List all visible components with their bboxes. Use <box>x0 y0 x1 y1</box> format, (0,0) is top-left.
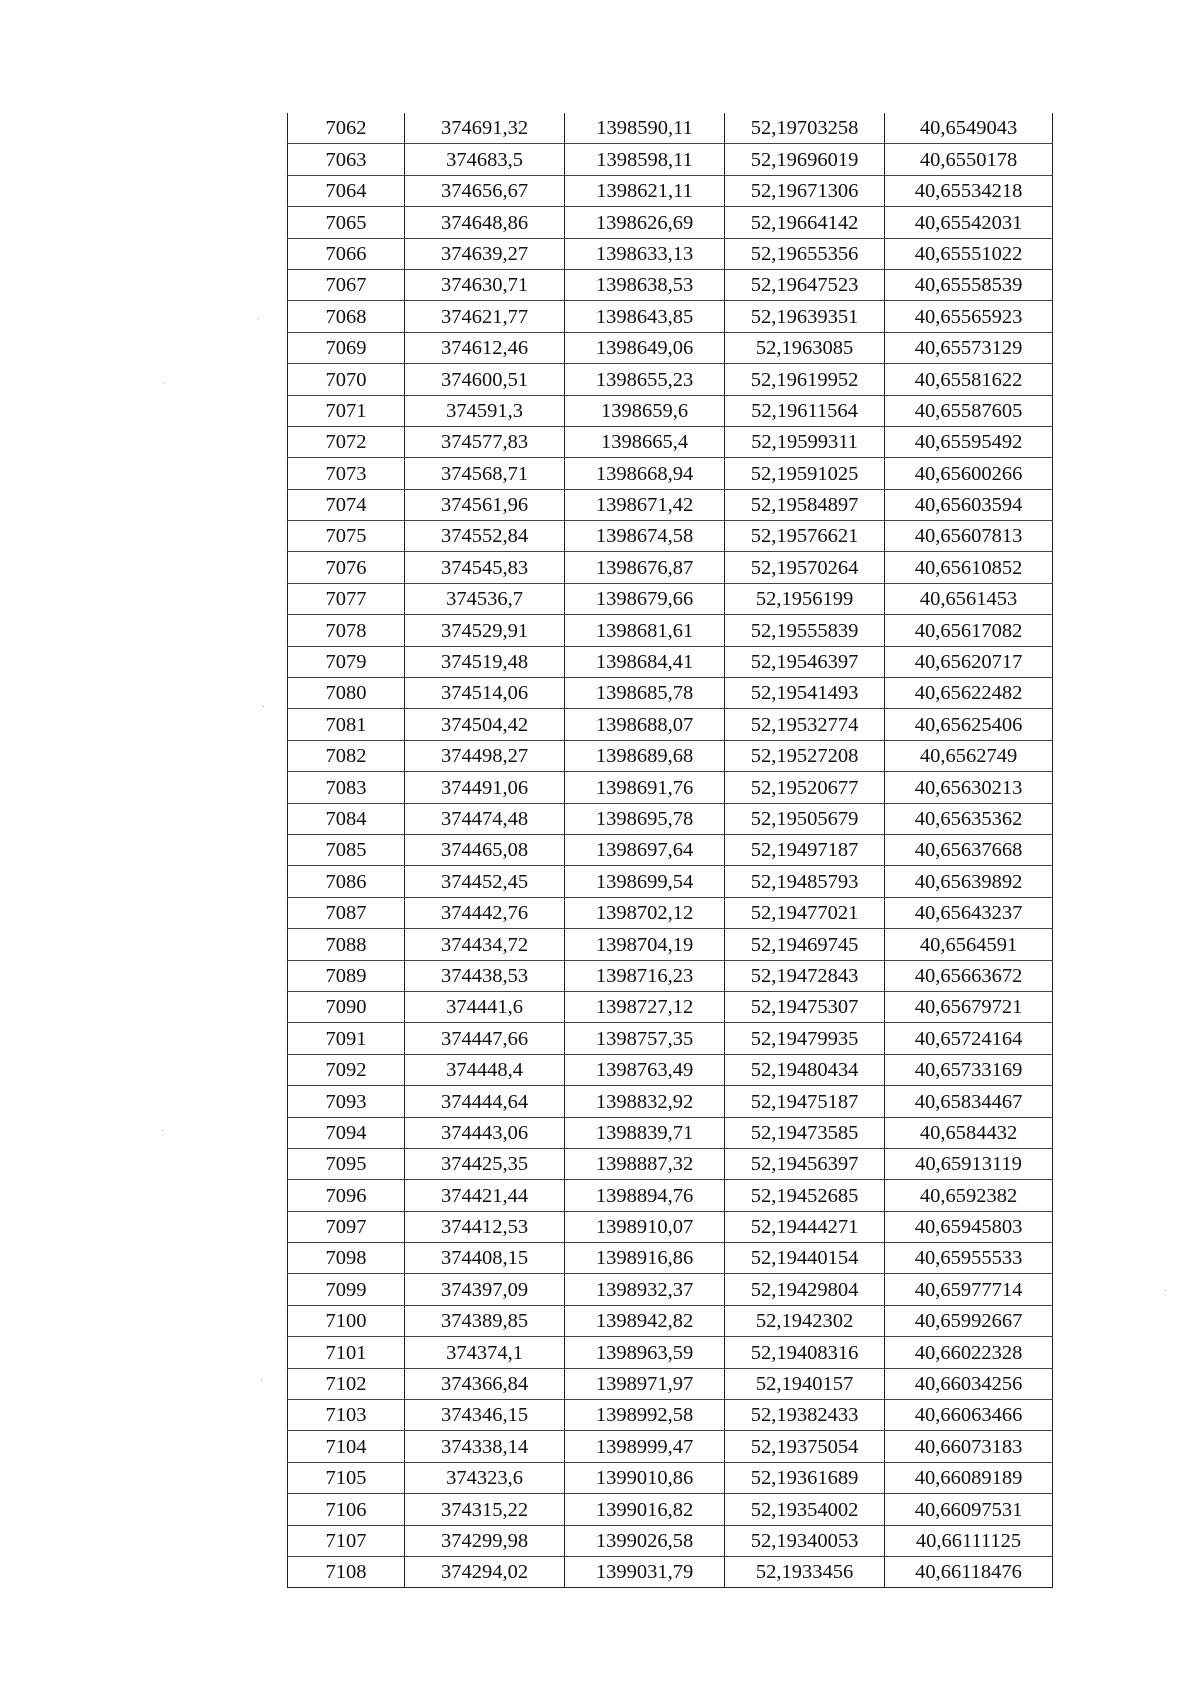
y-coordinate-cell: 1398716,23 <box>565 960 725 991</box>
latitude-cell: 52,19485793 <box>725 866 885 897</box>
y-coordinate-cell: 1398763,49 <box>565 1054 725 1085</box>
y-coordinate-cell: 1398699,54 <box>565 866 725 897</box>
table-row <box>288 521 1053 552</box>
point-number-cell: 7098 <box>288 1243 405 1274</box>
latitude-cell: 52,19541493 <box>725 678 885 709</box>
y-coordinate-cell: 1398894,76 <box>565 1180 725 1211</box>
point-number-cell: 7103 <box>288 1400 405 1431</box>
longitude-cell: 40,65558539 <box>885 269 1053 300</box>
longitude-cell: 40,65607813 <box>885 521 1053 552</box>
point-number-cell: 7102 <box>288 1368 405 1399</box>
y-coordinate-cell: 1398621,11 <box>565 175 725 206</box>
y-coordinate-cell: 1398932,37 <box>565 1274 725 1305</box>
longitude-cell: 40,65625406 <box>885 709 1053 740</box>
longitude-cell: 40,65603594 <box>885 489 1053 520</box>
latitude-cell: 52,19340053 <box>725 1525 885 1556</box>
latitude-cell: 52,1963085 <box>725 332 885 363</box>
y-coordinate-cell: 1399010,86 <box>565 1462 725 1493</box>
latitude-cell: 52,19584897 <box>725 489 885 520</box>
longitude-cell: 40,6549043 <box>885 113 1053 144</box>
point-number-cell: 7096 <box>288 1180 405 1211</box>
y-coordinate-cell: 1398999,47 <box>565 1431 725 1462</box>
longitude-cell: 40,65663672 <box>885 960 1053 991</box>
x-coordinate-cell: 374504,42 <box>405 709 565 740</box>
longitude-cell: 40,65977714 <box>885 1274 1053 1305</box>
longitude-cell: 40,66063466 <box>885 1400 1053 1431</box>
scan-speck <box>258 318 259 319</box>
x-coordinate-cell: 374648,86 <box>405 207 565 238</box>
longitude-cell: 40,65595492 <box>885 426 1053 457</box>
table-row <box>288 552 1053 583</box>
point-number-cell: 7074 <box>288 489 405 520</box>
latitude-cell: 52,19479935 <box>725 1023 885 1054</box>
longitude-cell: 40,6562749 <box>885 740 1053 771</box>
table-row <box>288 834 1053 865</box>
table-row <box>288 364 1053 395</box>
latitude-cell: 52,19473585 <box>725 1117 885 1148</box>
x-coordinate-cell: 374447,66 <box>405 1023 565 1054</box>
y-coordinate-cell: 1398676,87 <box>565 552 725 583</box>
x-coordinate-cell: 374299,98 <box>405 1525 565 1556</box>
longitude-cell: 40,65724164 <box>885 1023 1053 1054</box>
point-number-cell: 7106 <box>288 1494 405 1525</box>
point-number-cell: 7104 <box>288 1431 405 1462</box>
x-coordinate-cell: 374591,3 <box>405 395 565 426</box>
longitude-cell: 40,65945803 <box>885 1211 1053 1242</box>
latitude-cell: 52,1942302 <box>725 1305 885 1336</box>
latitude-cell: 52,19532774 <box>725 709 885 740</box>
table-row <box>288 269 1053 300</box>
latitude-cell: 52,19655356 <box>725 238 885 269</box>
longitude-cell: 40,65617082 <box>885 615 1053 646</box>
x-coordinate-cell: 374474,48 <box>405 803 565 834</box>
longitude-cell: 40,65581622 <box>885 364 1053 395</box>
longitude-cell: 40,65542031 <box>885 207 1053 238</box>
point-number-cell: 7089 <box>288 960 405 991</box>
latitude-cell: 52,19475187 <box>725 1086 885 1117</box>
y-coordinate-cell: 1398590,11 <box>565 113 725 144</box>
coordinate-table-body <box>288 113 1053 1588</box>
table-row <box>288 1462 1053 1493</box>
x-coordinate-cell: 374691,32 <box>405 113 565 144</box>
point-number-cell: 7077 <box>288 583 405 614</box>
x-coordinate-cell: 374630,71 <box>405 269 565 300</box>
longitude-cell: 40,65600266 <box>885 458 1053 489</box>
latitude-cell: 52,19497187 <box>725 834 885 865</box>
longitude-cell: 40,65637668 <box>885 834 1053 865</box>
latitude-cell: 52,19696019 <box>725 144 885 175</box>
table-row <box>288 1400 1053 1431</box>
x-coordinate-cell: 374561,96 <box>405 489 565 520</box>
latitude-cell: 52,19703258 <box>725 113 885 144</box>
y-coordinate-cell: 1398689,68 <box>565 740 725 771</box>
table-row <box>288 615 1053 646</box>
table-row <box>288 1556 1053 1587</box>
latitude-cell: 52,1956199 <box>725 583 885 614</box>
longitude-cell: 40,65992667 <box>885 1305 1053 1336</box>
latitude-cell: 52,19361689 <box>725 1462 885 1493</box>
point-number-cell: 7092 <box>288 1054 405 1085</box>
latitude-cell: 52,19375054 <box>725 1431 885 1462</box>
y-coordinate-cell: 1398626,69 <box>565 207 725 238</box>
longitude-cell: 40,65643237 <box>885 897 1053 928</box>
table-row <box>288 1211 1053 1242</box>
longitude-cell: 40,65534218 <box>885 175 1053 206</box>
y-coordinate-cell: 1398668,94 <box>565 458 725 489</box>
y-coordinate-cell: 1398971,97 <box>565 1368 725 1399</box>
latitude-cell: 52,19429804 <box>725 1274 885 1305</box>
latitude-cell: 52,19452685 <box>725 1180 885 1211</box>
x-coordinate-cell: 374421,44 <box>405 1180 565 1211</box>
longitude-cell: 40,6592382 <box>885 1180 1053 1211</box>
y-coordinate-cell: 1398839,71 <box>565 1117 725 1148</box>
point-number-cell: 7095 <box>288 1148 405 1179</box>
y-coordinate-cell: 1398702,12 <box>565 897 725 928</box>
longitude-cell: 40,65551022 <box>885 238 1053 269</box>
point-number-cell: 7062 <box>288 113 405 144</box>
point-number-cell: 7069 <box>288 332 405 363</box>
latitude-cell: 52,19555839 <box>725 615 885 646</box>
y-coordinate-cell: 1398659,6 <box>565 395 725 426</box>
point-number-cell: 7105 <box>288 1462 405 1493</box>
table-row <box>288 332 1053 363</box>
y-coordinate-cell: 1398963,59 <box>565 1337 725 1368</box>
point-number-cell: 7071 <box>288 395 405 426</box>
x-coordinate-cell: 374408,15 <box>405 1243 565 1274</box>
y-coordinate-cell: 1398685,78 <box>565 678 725 709</box>
scan-speck <box>261 1380 262 1381</box>
coordinate-table <box>287 113 1053 1588</box>
longitude-cell: 40,65834467 <box>885 1086 1053 1117</box>
table-row <box>288 207 1053 238</box>
table-row <box>288 1086 1053 1117</box>
table-row <box>288 1494 1053 1525</box>
x-coordinate-cell: 374519,48 <box>405 646 565 677</box>
longitude-cell: 40,6561453 <box>885 583 1053 614</box>
longitude-cell: 40,66118476 <box>885 1556 1053 1587</box>
y-coordinate-cell: 1398665,4 <box>565 426 725 457</box>
point-number-cell: 7082 <box>288 740 405 771</box>
x-coordinate-cell: 374568,71 <box>405 458 565 489</box>
x-coordinate-cell: 374366,84 <box>405 1368 565 1399</box>
table-row <box>288 646 1053 677</box>
x-coordinate-cell: 374443,06 <box>405 1117 565 1148</box>
point-number-cell: 7080 <box>288 678 405 709</box>
table-row <box>288 740 1053 771</box>
x-coordinate-cell: 374346,15 <box>405 1400 565 1431</box>
latitude-cell: 52,19475307 <box>725 991 885 1022</box>
latitude-cell: 52,19639351 <box>725 301 885 332</box>
x-coordinate-cell: 374612,46 <box>405 332 565 363</box>
point-number-cell: 7108 <box>288 1556 405 1587</box>
y-coordinate-cell: 1398655,23 <box>565 364 725 395</box>
table-row <box>288 426 1053 457</box>
y-coordinate-cell: 1398887,32 <box>565 1148 725 1179</box>
y-coordinate-cell: 1399016,82 <box>565 1494 725 1525</box>
y-coordinate-cell: 1398649,06 <box>565 332 725 363</box>
longitude-cell: 40,65913119 <box>885 1148 1053 1179</box>
point-number-cell: 7094 <box>288 1117 405 1148</box>
point-number-cell: 7101 <box>288 1337 405 1368</box>
table-row <box>288 1117 1053 1148</box>
longitude-cell: 40,65565923 <box>885 301 1053 332</box>
y-coordinate-cell: 1398757,35 <box>565 1023 725 1054</box>
table-row <box>288 489 1053 520</box>
point-number-cell: 7091 <box>288 1023 405 1054</box>
latitude-cell: 52,19546397 <box>725 646 885 677</box>
y-coordinate-cell: 1398681,61 <box>565 615 725 646</box>
y-coordinate-cell: 1398916,86 <box>565 1243 725 1274</box>
x-coordinate-cell: 374374,1 <box>405 1337 565 1368</box>
table-row <box>288 991 1053 1022</box>
x-coordinate-cell: 374412,53 <box>405 1211 565 1242</box>
y-coordinate-cell: 1398671,42 <box>565 489 725 520</box>
longitude-cell: 40,65733169 <box>885 1054 1053 1085</box>
table-row <box>288 583 1053 614</box>
point-number-cell: 7078 <box>288 615 405 646</box>
latitude-cell: 52,19477021 <box>725 897 885 928</box>
y-coordinate-cell: 1398633,13 <box>565 238 725 269</box>
table-row <box>288 1525 1053 1556</box>
x-coordinate-cell: 374529,91 <box>405 615 565 646</box>
y-coordinate-cell: 1399026,58 <box>565 1525 725 1556</box>
longitude-cell: 40,6564591 <box>885 929 1053 960</box>
y-coordinate-cell: 1398691,76 <box>565 772 725 803</box>
point-number-cell: 7065 <box>288 207 405 238</box>
point-number-cell: 7087 <box>288 897 405 928</box>
y-coordinate-cell: 1398992,58 <box>565 1400 725 1431</box>
x-coordinate-cell: 374338,14 <box>405 1431 565 1462</box>
x-coordinate-cell: 374639,27 <box>405 238 565 269</box>
table-row <box>288 1305 1053 1336</box>
longitude-cell: 40,65630213 <box>885 772 1053 803</box>
point-number-cell: 7073 <box>288 458 405 489</box>
y-coordinate-cell: 1398684,41 <box>565 646 725 677</box>
latitude-cell: 52,19570264 <box>725 552 885 583</box>
longitude-cell: 40,6550178 <box>885 144 1053 175</box>
longitude-cell: 40,65610852 <box>885 552 1053 583</box>
point-number-cell: 7088 <box>288 929 405 960</box>
latitude-cell: 52,19619952 <box>725 364 885 395</box>
longitude-cell: 40,65620717 <box>885 646 1053 677</box>
x-coordinate-cell: 374514,06 <box>405 678 565 709</box>
table-row <box>288 709 1053 740</box>
latitude-cell: 52,19520677 <box>725 772 885 803</box>
point-number-cell: 7083 <box>288 772 405 803</box>
latitude-cell: 52,19599311 <box>725 426 885 457</box>
x-coordinate-cell: 374491,06 <box>405 772 565 803</box>
point-number-cell: 7076 <box>288 552 405 583</box>
latitude-cell: 52,19480434 <box>725 1054 885 1085</box>
x-coordinate-cell: 374442,76 <box>405 897 565 928</box>
latitude-cell: 52,19382433 <box>725 1400 885 1431</box>
x-coordinate-cell: 374577,83 <box>405 426 565 457</box>
x-coordinate-cell: 374452,45 <box>405 866 565 897</box>
x-coordinate-cell: 374465,08 <box>405 834 565 865</box>
latitude-cell: 52,19444271 <box>725 1211 885 1242</box>
x-coordinate-cell: 374536,7 <box>405 583 565 614</box>
table-row <box>288 897 1053 928</box>
x-coordinate-cell: 374448,4 <box>405 1054 565 1085</box>
y-coordinate-cell: 1398727,12 <box>565 991 725 1022</box>
table-row <box>288 1431 1053 1462</box>
x-coordinate-cell: 374498,27 <box>405 740 565 771</box>
point-number-cell: 7086 <box>288 866 405 897</box>
x-coordinate-cell: 374600,51 <box>405 364 565 395</box>
point-number-cell: 7075 <box>288 521 405 552</box>
y-coordinate-cell: 1398832,92 <box>565 1086 725 1117</box>
point-number-cell: 7090 <box>288 991 405 1022</box>
x-coordinate-cell: 374323,6 <box>405 1462 565 1493</box>
x-coordinate-cell: 374552,84 <box>405 521 565 552</box>
table-row <box>288 678 1053 709</box>
latitude-cell: 52,19456397 <box>725 1148 885 1179</box>
longitude-cell: 40,66034256 <box>885 1368 1053 1399</box>
y-coordinate-cell: 1398638,53 <box>565 269 725 300</box>
table-row <box>288 113 1053 144</box>
table-row <box>288 803 1053 834</box>
table-row <box>288 1023 1053 1054</box>
x-coordinate-cell: 374441,6 <box>405 991 565 1022</box>
point-number-cell: 7081 <box>288 709 405 740</box>
point-number-cell: 7067 <box>288 269 405 300</box>
latitude-cell: 52,19664142 <box>725 207 885 238</box>
x-coordinate-cell: 374438,53 <box>405 960 565 991</box>
latitude-cell: 52,19472843 <box>725 960 885 991</box>
table-row <box>288 929 1053 960</box>
latitude-cell: 52,1940157 <box>725 1368 885 1399</box>
scan-speck <box>263 706 264 707</box>
x-coordinate-cell: 374294,02 <box>405 1556 565 1587</box>
y-coordinate-cell: 1398674,58 <box>565 521 725 552</box>
longitude-cell: 40,6584432 <box>885 1117 1053 1148</box>
longitude-cell: 40,65573129 <box>885 332 1053 363</box>
point-number-cell: 7070 <box>288 364 405 395</box>
table-row <box>288 772 1053 803</box>
table-row <box>288 1243 1053 1274</box>
table-row <box>288 1054 1053 1085</box>
point-number-cell: 7064 <box>288 175 405 206</box>
x-coordinate-cell: 374434,72 <box>405 929 565 960</box>
point-number-cell: 7085 <box>288 834 405 865</box>
table-row <box>288 458 1053 489</box>
y-coordinate-cell: 1398910,07 <box>565 1211 725 1242</box>
x-coordinate-cell: 374444,64 <box>405 1086 565 1117</box>
longitude-cell: 40,65639892 <box>885 866 1053 897</box>
y-coordinate-cell: 1398695,78 <box>565 803 725 834</box>
table-row <box>288 175 1053 206</box>
latitude-cell: 52,19505679 <box>725 803 885 834</box>
longitude-cell: 40,66073183 <box>885 1431 1053 1462</box>
y-coordinate-cell: 1398598,11 <box>565 144 725 175</box>
x-coordinate-cell: 374621,77 <box>405 301 565 332</box>
longitude-cell: 40,66111125 <box>885 1525 1053 1556</box>
longitude-cell: 40,65679721 <box>885 991 1053 1022</box>
scan-speck <box>163 382 164 383</box>
latitude-cell: 52,19671306 <box>725 175 885 206</box>
y-coordinate-cell: 1398688,07 <box>565 709 725 740</box>
longitude-cell: 40,65622482 <box>885 678 1053 709</box>
table-row <box>288 1180 1053 1211</box>
table-row <box>288 238 1053 269</box>
table-row <box>288 960 1053 991</box>
x-coordinate-cell: 374545,83 <box>405 552 565 583</box>
point-number-cell: 7093 <box>288 1086 405 1117</box>
latitude-cell: 52,19611564 <box>725 395 885 426</box>
point-number-cell: 7097 <box>288 1211 405 1242</box>
latitude-cell: 52,19440154 <box>725 1243 885 1274</box>
latitude-cell: 52,19527208 <box>725 740 885 771</box>
table-row <box>288 1148 1053 1179</box>
y-coordinate-cell: 1399031,79 <box>565 1556 725 1587</box>
x-coordinate-cell: 374389,85 <box>405 1305 565 1336</box>
table-row <box>288 1337 1053 1368</box>
point-number-cell: 7099 <box>288 1274 405 1305</box>
y-coordinate-cell: 1398697,64 <box>565 834 725 865</box>
x-coordinate-cell: 374397,09 <box>405 1274 565 1305</box>
point-number-cell: 7068 <box>288 301 405 332</box>
y-coordinate-cell: 1398679,66 <box>565 583 725 614</box>
point-number-cell: 7100 <box>288 1305 405 1336</box>
latitude-cell: 52,19354002 <box>725 1494 885 1525</box>
y-coordinate-cell: 1398942,82 <box>565 1305 725 1336</box>
latitude-cell: 52,19576621 <box>725 521 885 552</box>
table-row <box>288 144 1053 175</box>
table-row <box>288 1274 1053 1305</box>
latitude-cell: 52,1933456 <box>725 1556 885 1587</box>
point-number-cell: 7063 <box>288 144 405 175</box>
scan-speck <box>1165 1290 1166 1291</box>
longitude-cell: 40,65955533 <box>885 1243 1053 1274</box>
y-coordinate-cell: 1398643,85 <box>565 301 725 332</box>
x-coordinate-cell: 374656,67 <box>405 175 565 206</box>
latitude-cell: 52,19408316 <box>725 1337 885 1368</box>
point-number-cell: 7072 <box>288 426 405 457</box>
longitude-cell: 40,66022328 <box>885 1337 1053 1368</box>
table-row <box>288 301 1053 332</box>
latitude-cell: 52,19591025 <box>725 458 885 489</box>
table-row <box>288 395 1053 426</box>
scan-speck <box>162 1130 163 1131</box>
longitude-cell: 40,65635362 <box>885 803 1053 834</box>
longitude-cell: 40,65587605 <box>885 395 1053 426</box>
y-coordinate-cell: 1398704,19 <box>565 929 725 960</box>
longitude-cell: 40,66089189 <box>885 1462 1053 1493</box>
table-row <box>288 1368 1053 1399</box>
point-number-cell: 7107 <box>288 1525 405 1556</box>
point-number-cell: 7084 <box>288 803 405 834</box>
x-coordinate-cell: 374683,5 <box>405 144 565 175</box>
x-coordinate-cell: 374315,22 <box>405 1494 565 1525</box>
point-number-cell: 7066 <box>288 238 405 269</box>
latitude-cell: 52,19647523 <box>725 269 885 300</box>
latitude-cell: 52,19469745 <box>725 929 885 960</box>
table-row <box>288 866 1053 897</box>
x-coordinate-cell: 374425,35 <box>405 1148 565 1179</box>
longitude-cell: 40,66097531 <box>885 1494 1053 1525</box>
point-number-cell: 7079 <box>288 646 405 677</box>
